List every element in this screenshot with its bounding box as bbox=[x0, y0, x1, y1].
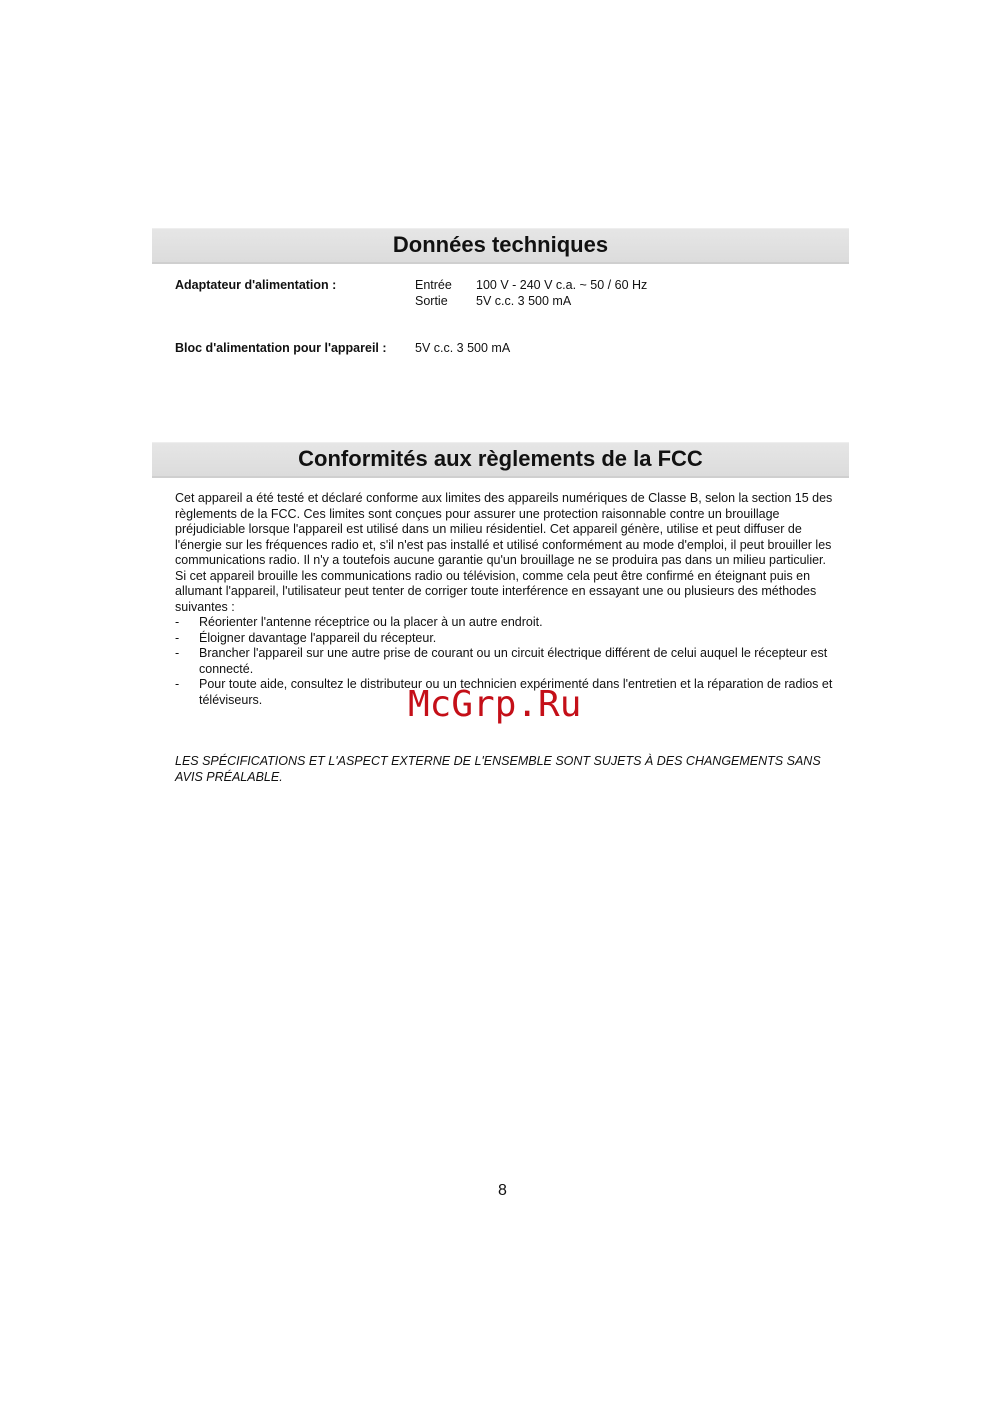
tech-section-title: Données techniques bbox=[392, 232, 609, 257]
bullet-dash: - bbox=[175, 615, 180, 629]
fcc-section-header bbox=[152, 442, 849, 478]
bullet-dash: - bbox=[175, 630, 180, 645]
fcc-paragraph: Cet appareil a été testé et déclaré conforme aux limites des appareils numériques de Classe B, selon la section 15 des règlements de la FCC. Ces limites sont conçues pour assurer une protection raisonnable contre un brouillage préjudiciable lorsque l'appareil est utilisé dans un milieu résidentiel. Cet appareil génère, utilise et peut diffuser de l'énergie sur les fréquences radio et, s'il n'est pas installé et utilisé conformément au mode d'emploi, il peut brouiller les communications radio. Il n'y a toutefois aucune garantie qu'un brouillage ne se produira pas dans un milieu particulier. Si cet appareil brouille les communications radio ou télévision, comme cela peut être confirmé en éteignant puis en allumant l'appareil, l'utilisateur peut tenter de corriger toute interférence en essayant une ou plusieurs des méthodes suivantes : bbox=[175, 491, 833, 614]
device-power-label: Bloc d'alimentation pour l'appareil : bbox=[175, 341, 387, 355]
tech-section-header bbox=[152, 228, 849, 264]
bullet-dash: - bbox=[175, 646, 180, 660]
bullet-dash: - bbox=[175, 677, 180, 691]
fcc-section-title: Conformités aux règlements de la FCC bbox=[298, 446, 703, 471]
list-item bbox=[175, 615, 840, 631]
input-value: 100 V - 240 V c.a. ~ 50 / 60 Hz bbox=[476, 278, 648, 292]
page-number: 8 bbox=[498, 1182, 507, 1199]
adapter-label: Adaptateur d'alimentation : bbox=[175, 278, 337, 292]
watermark-logo: McGrp.Ru bbox=[408, 684, 582, 725]
list-item-text: Réorienter l'antenne réceptrice ou la placer à un autre endroit. bbox=[199, 615, 543, 629]
list-item-text: Brancher l'appareil sur une autre prise de courant ou un circuit électrique différent de celui auquel le récepteur est connecté. bbox=[199, 646, 828, 676]
output-value: 5V c.c. 3 500 mA bbox=[476, 294, 572, 308]
input-label: Entrée bbox=[415, 278, 452, 292]
specification-notice: LES SPÉCIFICATIONS ET L'ASPECT EXTERNE DE L'ENSEMBLE SONT SUJETS À DES CHANGEMENTS SANS AVIS PRÉALABLE. bbox=[175, 754, 821, 784]
list-item bbox=[175, 631, 840, 647]
device-power-value: 5V c.c. 3 500 mA bbox=[415, 341, 511, 355]
list-item bbox=[175, 646, 840, 677]
output-label: Sortie bbox=[415, 294, 448, 308]
list-item-text: Éloigner davantage l'appareil du récepteur. bbox=[199, 630, 437, 645]
list-item-text: Pour toute aide, consultez le distributeur ou un technicien expérimenté dans l'entretien et la réparation de radios et téléviseurs. bbox=[199, 677, 833, 707]
